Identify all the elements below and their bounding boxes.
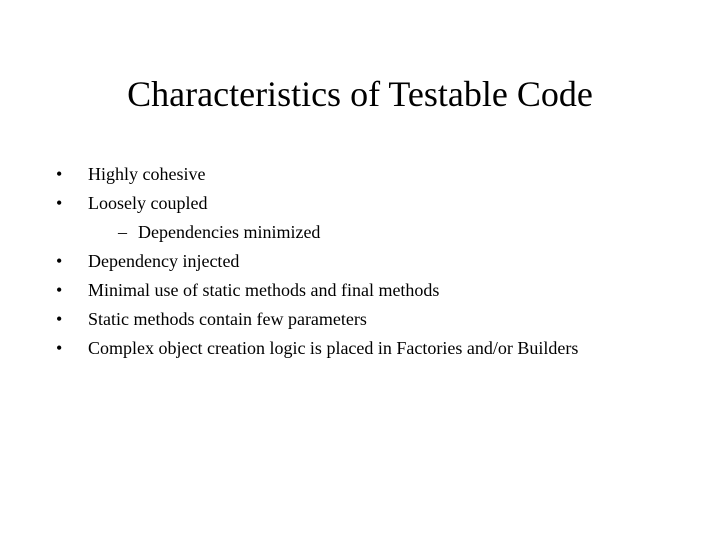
sub-bullet-text: Dependencies minimized [138, 222, 321, 242]
bullet-text: Complex object creation logic is placed in Factories and/or Builders [88, 338, 579, 358]
bullet-marker: • [56, 309, 63, 329]
sub-bullet-marker: – [118, 222, 127, 242]
bullet-text: Highly cohesive [88, 164, 206, 184]
bullet-marker: • [56, 280, 63, 300]
bullet-text: Loosely coupled [88, 193, 208, 213]
bullet-marker: • [56, 164, 63, 184]
slide-title: Characteristics of Testable Code [127, 74, 593, 114]
bullet-marker: • [56, 338, 63, 358]
bullet-text: Dependency injected [88, 251, 240, 271]
bullet-marker: • [56, 251, 63, 271]
bullet-marker: • [56, 193, 63, 213]
bullet-text: Static methods contain few parameters [88, 309, 367, 329]
bullet-text: Minimal use of static methods and final methods [88, 280, 440, 300]
